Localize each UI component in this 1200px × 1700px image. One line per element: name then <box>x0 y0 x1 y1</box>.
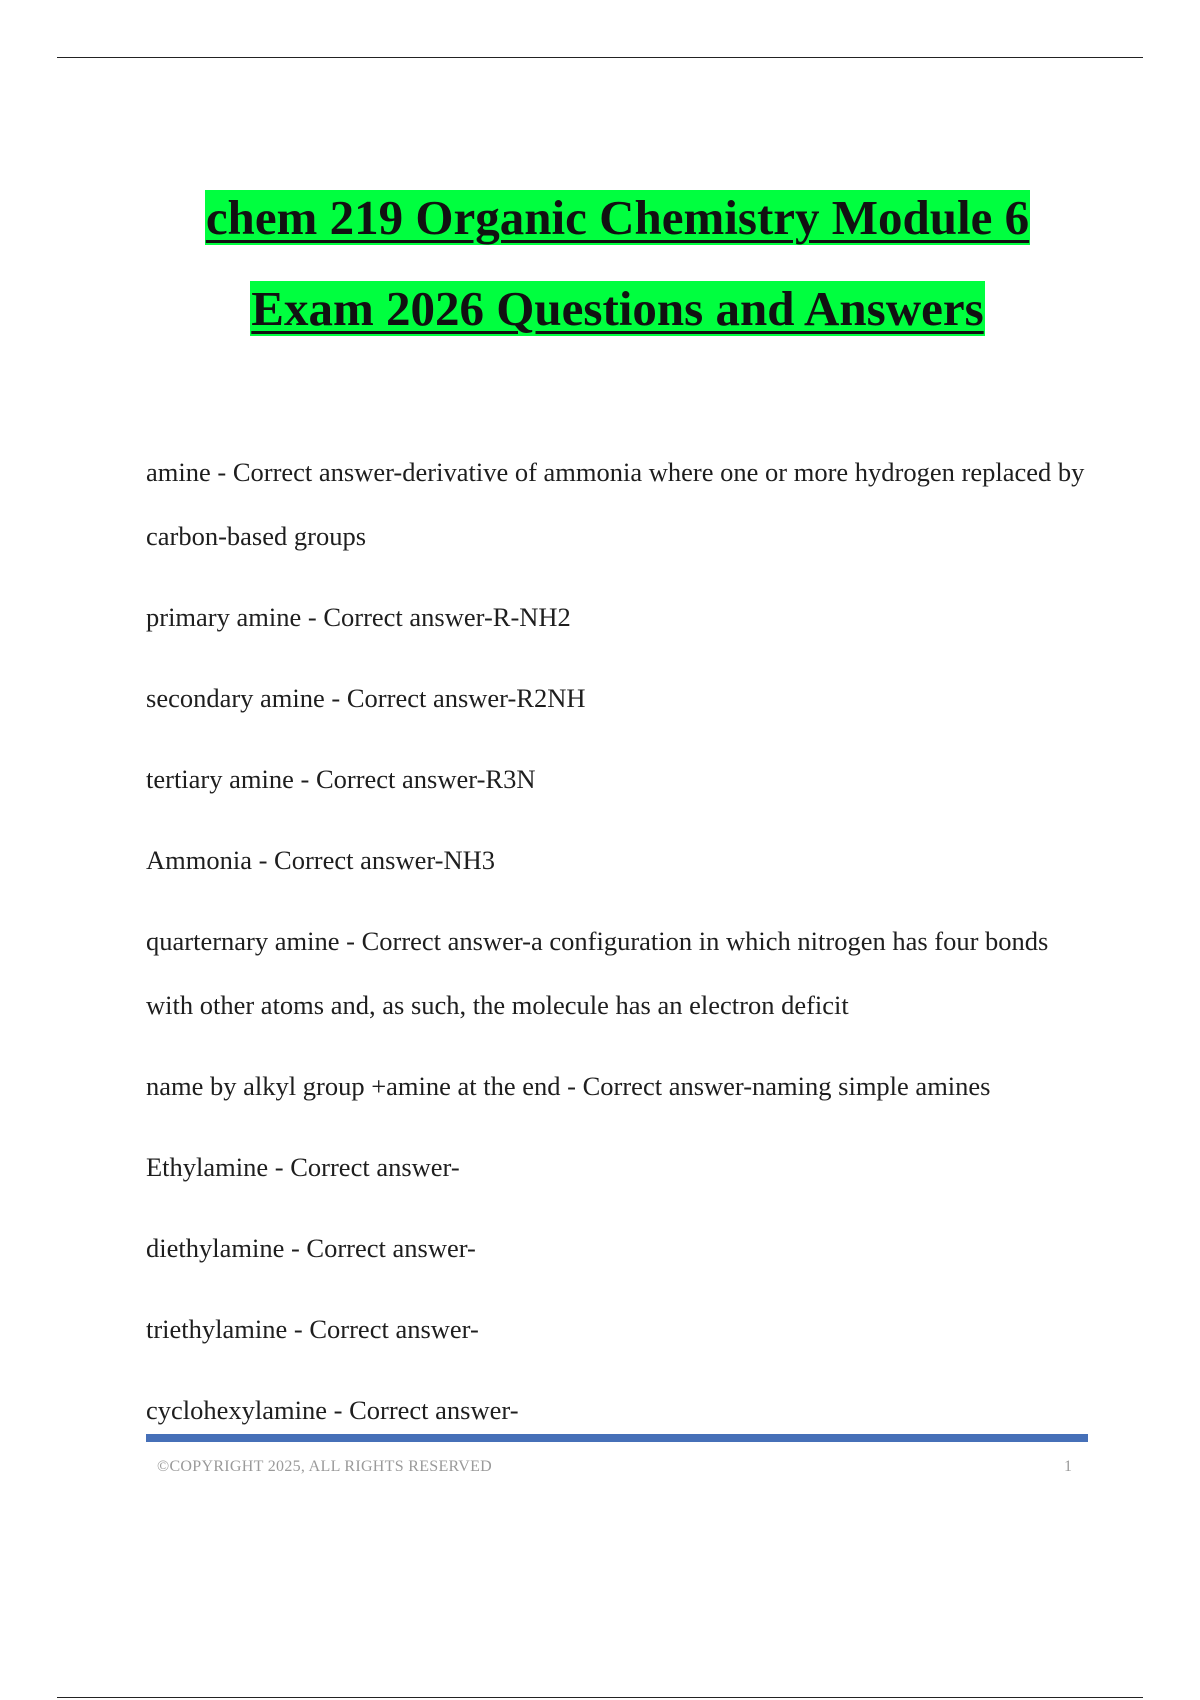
bottom-rule <box>57 1697 1143 1698</box>
qa-list <box>146 440 1086 1459</box>
title-line-1: chem 219 Organic Chemistry Module 6 <box>205 190 1030 245</box>
top-rule <box>57 57 1143 58</box>
qa-item: quarternary amine - Correct answer-a configuration in which nitrogen has four bonds with other atoms and, as such, the molecule has an electron deficit <box>146 926 1049 1020</box>
qa-item: diethylamine - Correct answer- <box>146 1233 476 1263</box>
page-number: 1 <box>1064 1458 1072 1475</box>
qa-item: triethylamine - Correct answer- <box>146 1314 479 1344</box>
qa-item: Ethylamine - Correct answer- <box>146 1152 460 1182</box>
footer-bar <box>146 1434 1088 1442</box>
qa-item: amine - Correct answer-derivative of ammonia where one or more hydrogen replaced by carbon-based groups <box>146 457 1085 551</box>
qa-item: tertiary amine - Correct answer-R3N <box>146 764 536 794</box>
qa-item: cyclohexylamine - Correct answer- <box>146 1395 519 1425</box>
qa-item: primary amine - Correct answer-R-NH2 <box>146 602 571 632</box>
document-title <box>140 172 1095 354</box>
footer-copyright: ©COPYRIGHT 2025, ALL RIGHTS RESERVED <box>157 1458 493 1475</box>
qa-item: name by alkyl group +amine at the end - Correct answer-naming simple amines <box>146 1071 991 1101</box>
qa-item: Ammonia - Correct answer-NH3 <box>146 845 496 875</box>
title-line-2: Exam 2026 Questions and Answers <box>251 281 984 336</box>
qa-item: secondary amine - Correct answer-R2NH <box>146 683 586 713</box>
